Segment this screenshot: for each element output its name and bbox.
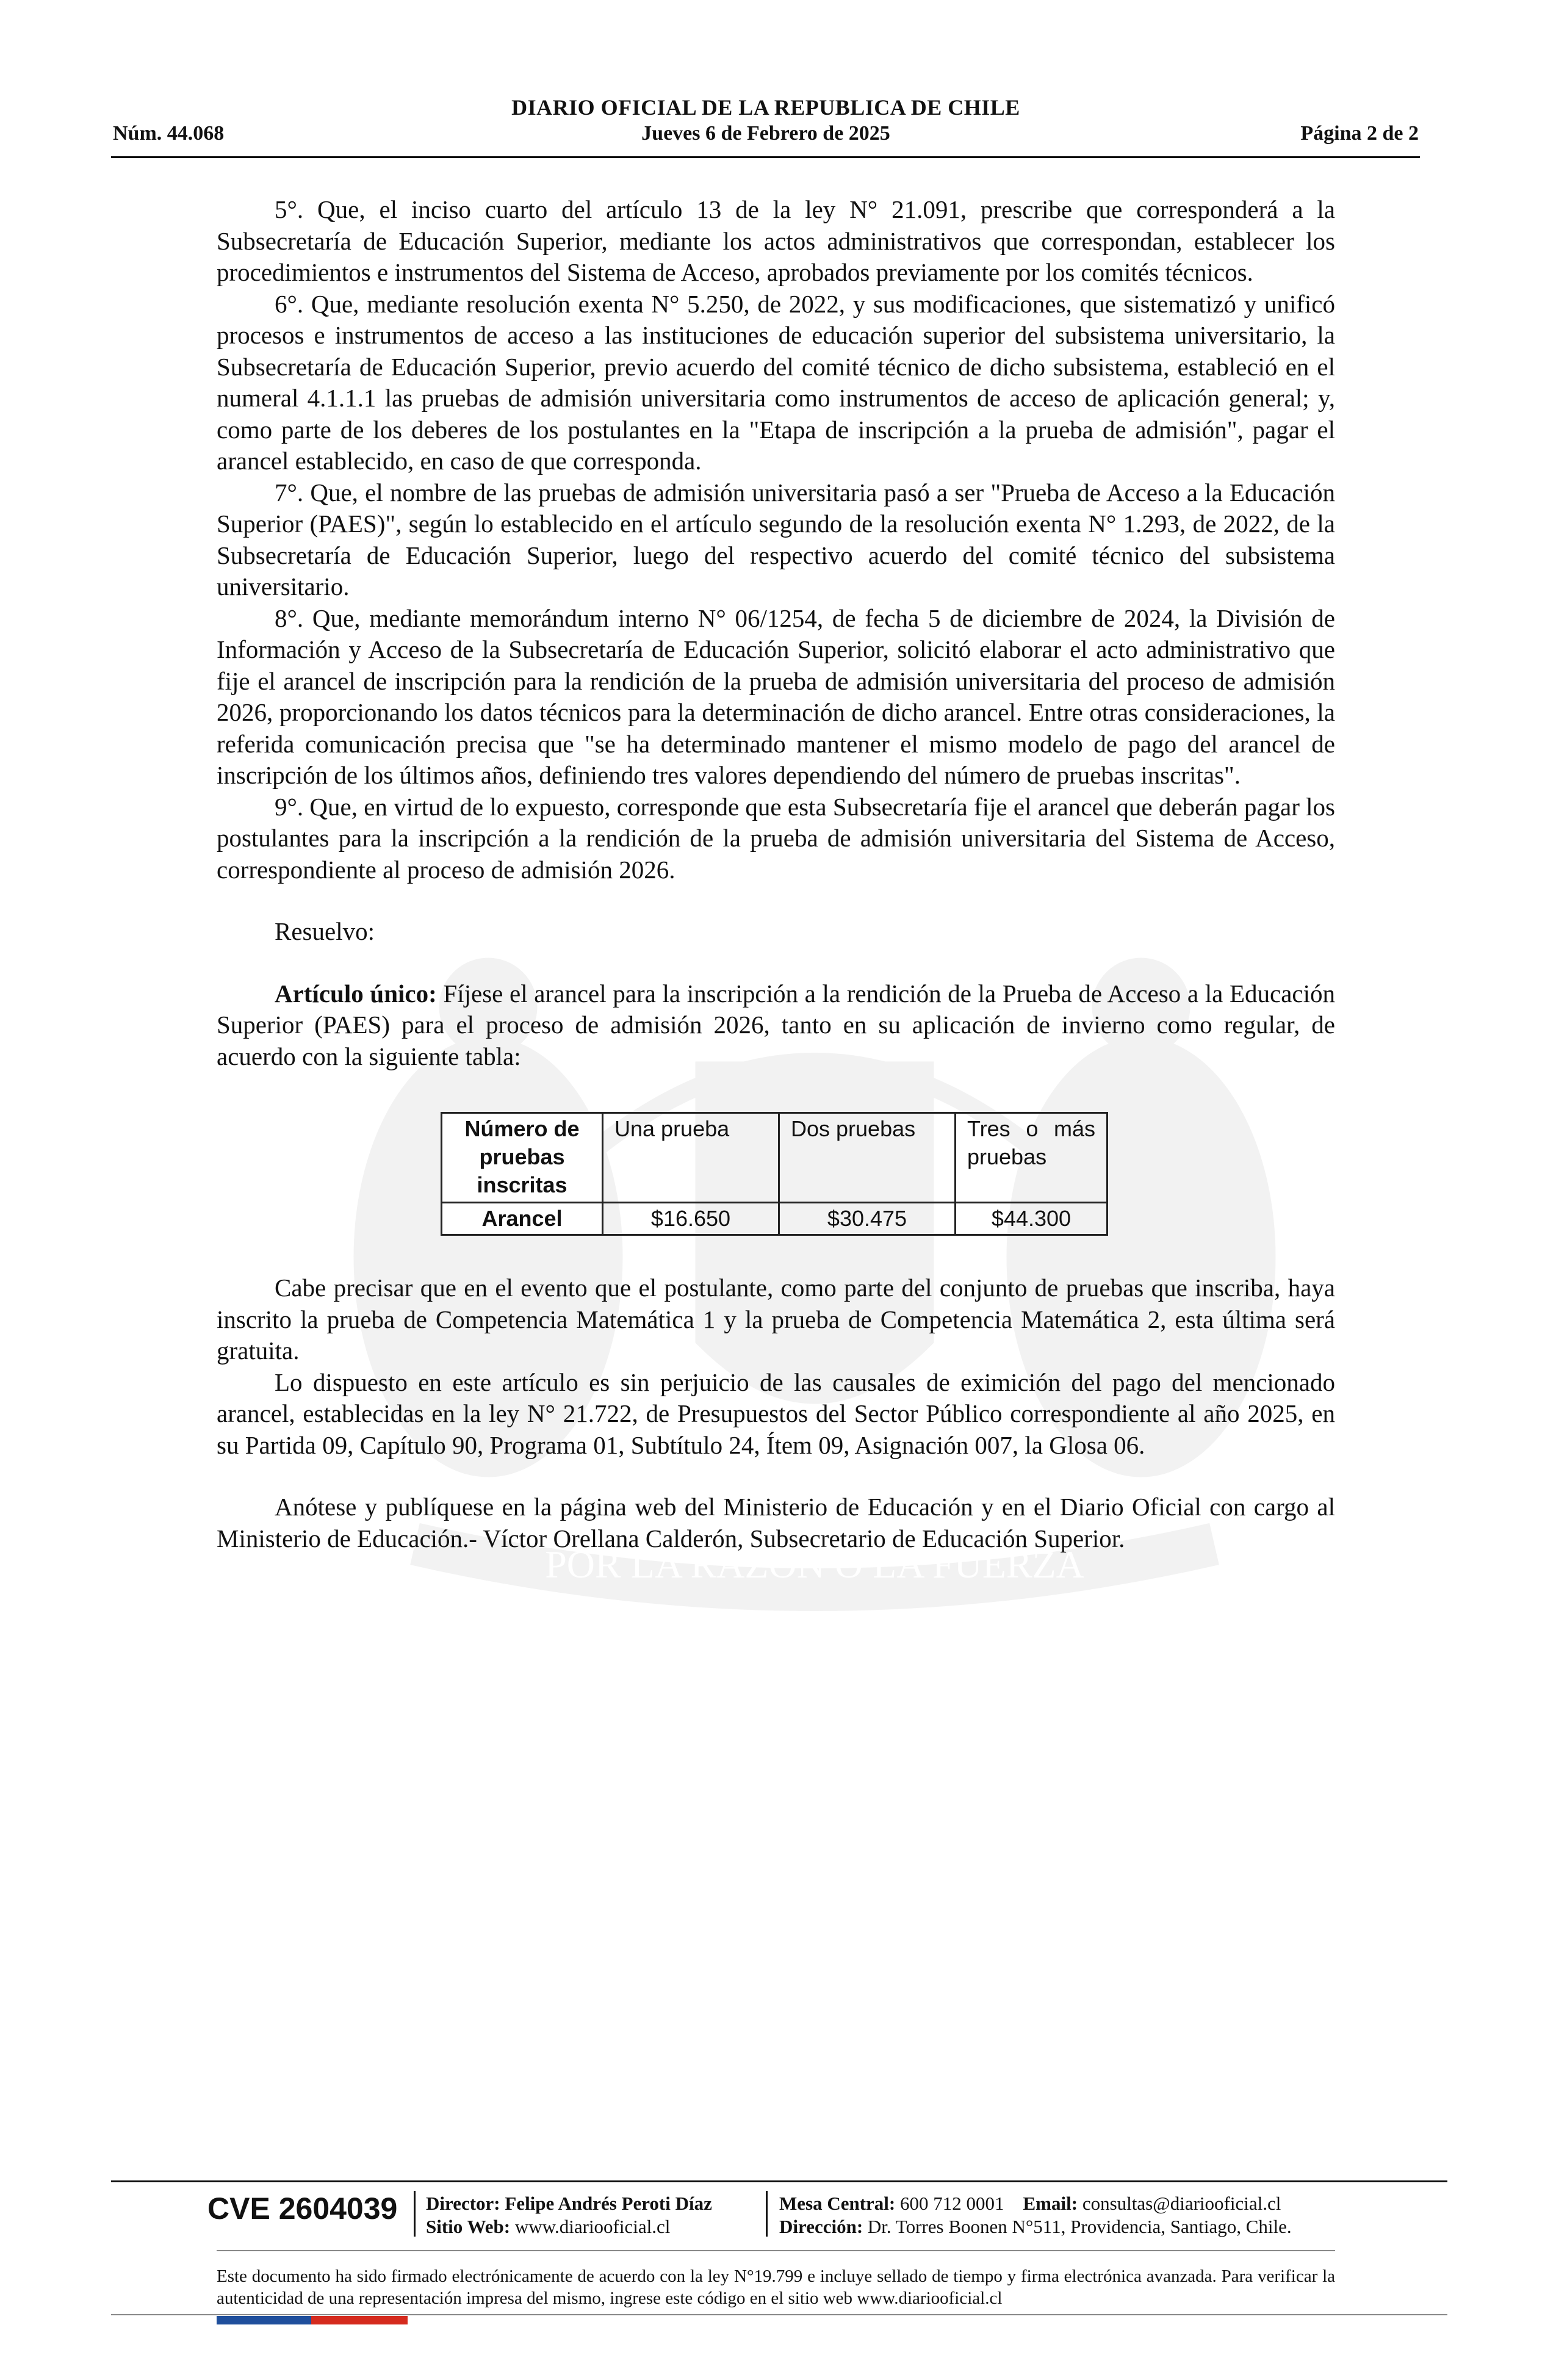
footer-separator: [766, 2191, 768, 2237]
site-link[interactable]: www.diariooficial.cl: [514, 2216, 671, 2237]
footer-director-block: [426, 2192, 712, 2238]
page-indicator: Página 2 de 2: [1300, 122, 1419, 145]
director-name: Felipe Andrés Peroti Díaz: [505, 2193, 712, 2214]
director-label: Director:: [426, 2193, 500, 2214]
flag-bar-blue: [217, 2316, 311, 2324]
address-label: Dirección:: [779, 2216, 863, 2237]
table-cell: $16.650: [603, 1203, 779, 1235]
table-cell: $44.300: [956, 1203, 1108, 1235]
footer-bottom-divider: [111, 2314, 1447, 2315]
newspaper-title: DIARIO OFICIAL DE LA REPUBLICA DE CHILE: [511, 95, 1020, 120]
considerando-8: 8°. Que, mediante memorándum interno N° 06/1254, de fecha 5 de diciembre de 2024, la División de Información y Acceso de la Subsecretaría de Educación Superior, solicitó elaborar el acto administrativo que fije el arancel de inscripción para la rendición de la prueba de admisión universitaria del proceso de admisión 2026, proporcionando los datos técnicos para la determinación de dicho arancel. Entre otras consideraciones, la referida comunicación precisa que "se ha determinado mantener el mismo modelo de pago del arancel de inscripción de los últimos años, definiendo tres valores dependiendo del número de pruebas inscritas".: [217, 604, 1335, 789]
footer-top-divider: [111, 2180, 1447, 2182]
issue-date: Jueves 6 de Febrero de 2025: [641, 122, 890, 145]
considerando-6: 6°. Que, mediante resolución exenta N° 5.250, de 2022, y sus modificaciones, que sistematizó y unificó procesos e instrumentos de acceso a las instituciones de educación superior del subsistema universitario, la Subsecretaría de Educación Superior, previo acuerdo del comité técnico de dicho subsistema, estableció en el numeral 4.1.1.1 las pruebas de admisión universitaria como instrumentos de acceso de aplicación general; y, como parte de los deberes de los postulantes en la "Etapa de inscripción a la prueba de admisión", pagar el arancel establecido, en caso de que corresponda.: [217, 289, 1335, 475]
footer-inner-divider: [217, 2250, 1335, 2251]
fee-table: [441, 1112, 1108, 1236]
table-row-header: Número de pruebas inscritas: [442, 1113, 603, 1203]
considerando-5: 5°. Que, el inciso cuarto del artículo 13 de la ley N° 21.091, prescribe que corresponderá a la Subsecretaría de Educación Superior, mediante los actos administrativos que correspondan, establecer los procedimientos e instrumentos del Sistema de Acceso, aprobados previamente por los comités técnicos.: [217, 195, 1335, 286]
considerando-9: 9°. Que, en virtud de lo expuesto, corresponde que esta Subsecretaría fije el arancel que deberán pagar los postulantes para la inscripción a la rendición de la prueba de admisión universitaria del Sistema de Acceso, correspondiente al proceso de admisión 2026.: [217, 792, 1335, 884]
footer-contact-block: [779, 2192, 1292, 2238]
anotese-paragraph: Anótese y publíquese en la página web del Ministerio de Educación y en el Diario Oficial con cargo al Ministerio de Educación.- Víctor Orellana Calderón, Subsecretario de Educación Superior.: [217, 1493, 1335, 1552]
lo-dispuesto-paragraph: Lo dispuesto en este artículo es sin perjuicio de las causales de eximición del pago del mencionado arancel, establecidas en la ley N° 21.722, de Presupuestos del Sector Público correspondiente al año 2025, en su Partida 09, Capítulo 90, Programa 01, Subtítulo 24, Ítem 09, Asignación 007, la Glosa 06.: [217, 1368, 1335, 1459]
mesa-label: Mesa Central:: [779, 2193, 896, 2214]
document-body: [217, 194, 1335, 1554]
header-divider: [111, 156, 1420, 158]
electronic-signature-note: Este documento ha sido firmado electrónicamente de acuerdo con la ley N°19.799 e incluye sellado de tiempo y firma electrónica avanzada. Para verificar la autenticidad de una representación impresa del mismo, ingrese este código en el sitio web www.diariooficial.cl: [217, 2266, 1335, 2308]
table-row: [442, 1203, 1108, 1235]
article-text: Fíjese el arancel para la inscripción a la rendición de la Prueba de Acceso a la Educación Superior (PAES) para el proceso de admisión 2026, tanto en su aplicación de invierno como regular, de acuerdo con la siguiente tabla:: [217, 979, 1335, 1070]
email-label: Email:: [1023, 2193, 1078, 2214]
table-cell: Una prueba: [603, 1113, 779, 1203]
considerando-7: 7°. Que, el nombre de las pruebas de admisión universitaria pasó a ser "Prueba de Acceso a la Educación Superior (PAES)", según lo establecido en el artículo segundo de la resolución exenta N° 1.293, de 2022, de la Subsecretaría de Educación Superior, luego del respectivo acuerdo del comité técnico del subsistema universitario.: [217, 478, 1335, 600]
table-cell: $30.475: [779, 1203, 956, 1235]
resuelvo-heading: Resuelvo:: [275, 917, 375, 945]
email-link[interactable]: consultas@diariooficial.cl: [1082, 2193, 1281, 2214]
fee-table-container: [441, 1112, 1335, 1236]
flag-bar-red: [311, 2316, 408, 2324]
table-row: [442, 1113, 1108, 1203]
mesa-phone: 600 712 0001: [900, 2193, 1004, 2214]
table-cell: Tres o más pruebas: [956, 1113, 1108, 1203]
site-label: Sitio Web:: [426, 2216, 511, 2237]
article-label: Artículo único:: [275, 979, 437, 1008]
cabe-precisar-paragraph: Cabe precisar que en el evento que el postulante, como parte del conjunto de pruebas que inscriba, haya inscrito la prueba de Competencia Matemática 1 y la prueba de Competencia Matemática 2, esta última será gratuita.: [217, 1274, 1335, 1365]
address-text: Dr. Torres Boonen N°511, Providencia, Santiago, Chile.: [867, 2216, 1292, 2237]
articulo-unico: [217, 978, 1335, 1073]
table-cell: Dos pruebas: [779, 1113, 956, 1203]
footer-separator: [414, 2191, 416, 2237]
watermark-motto: POR LA RAZON O LA FUERZA: [545, 1543, 1084, 1586]
issue-number: Núm. 44.068: [113, 122, 225, 145]
cve-code: CVE 2604039: [207, 2191, 398, 2226]
table-row-header: Arancel: [442, 1203, 603, 1235]
